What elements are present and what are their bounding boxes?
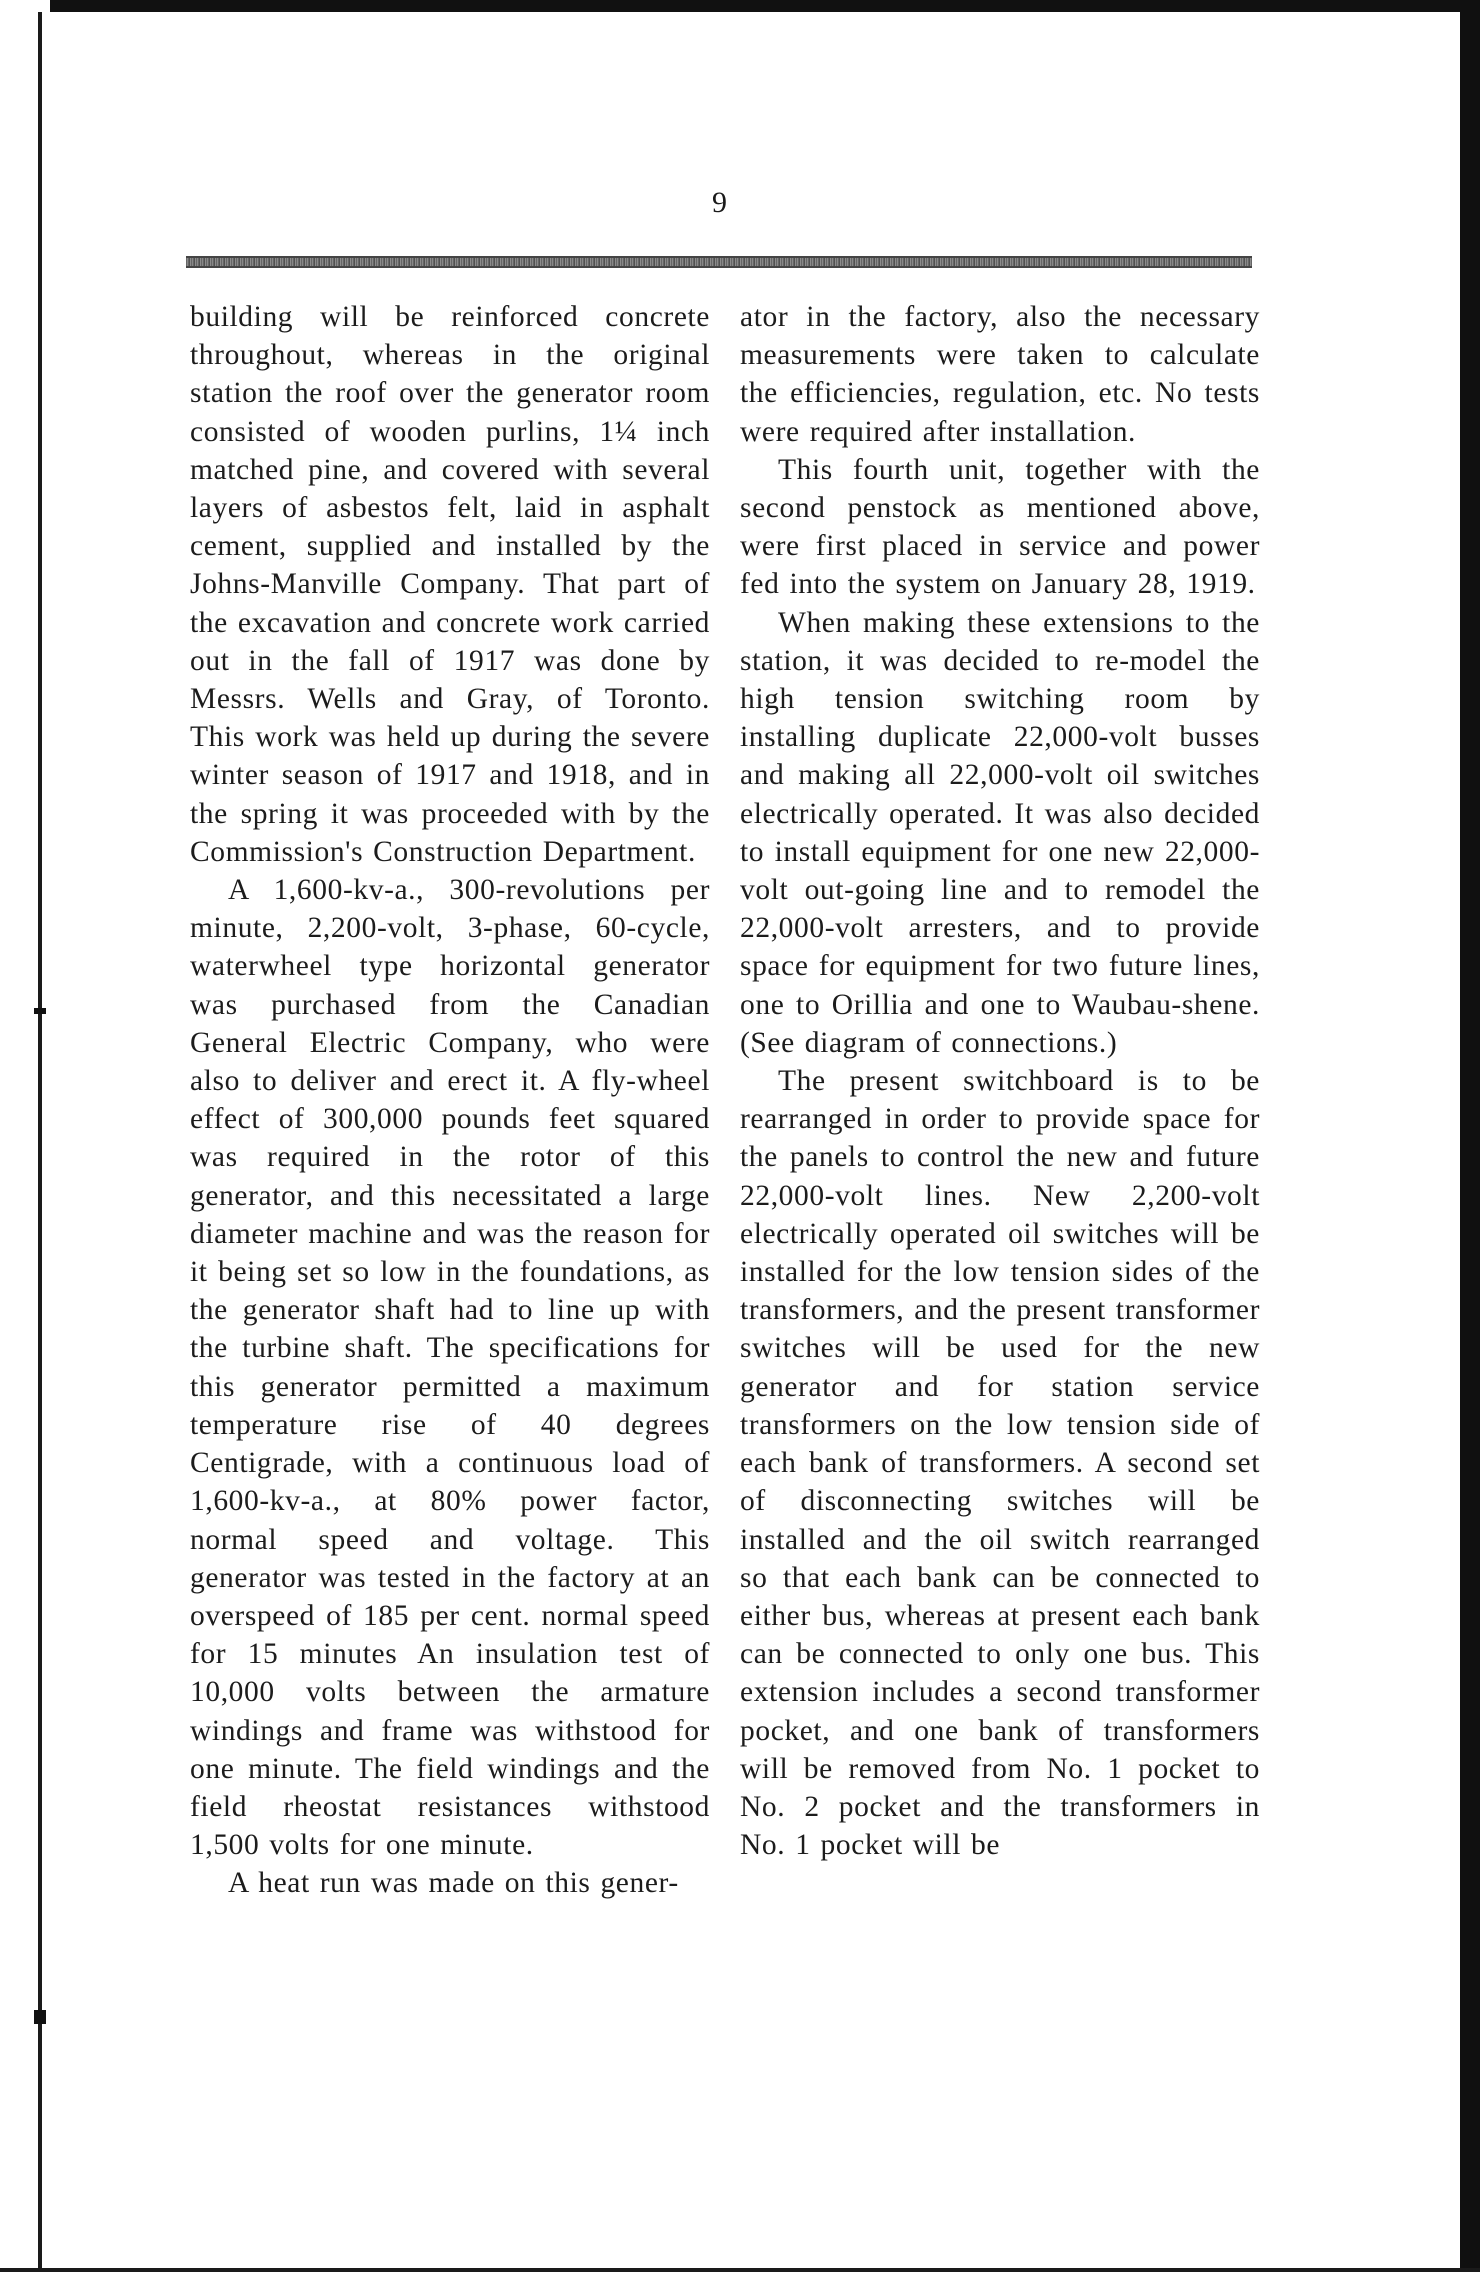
scan-border-bottom <box>0 2268 1480 2272</box>
paragraph: A heat run was made on this gener- <box>228 1867 679 1900</box>
left-text-column <box>190 298 710 1903</box>
paragraph: A 1,600-kv-a., 300-revolutions per minute, 2,200-volt, 3-phase, 60-cycle, waterwheel type horizontal generator was purchased from the Canadian General Electric Company, who were also to deliver and erect it. A fly-wheel effect of 300,000 pounds feet squared was required in the rotor of this generator, and this necessitated a large diameter machine and was the reason for it being set so low in the foundations, as the generator shaft had to line up with the turbine shaft. The specifications for this generator permitted a maximum temperature rise of 40 degrees Centigrade, with a continuous load of 1,600-kv-a., at 80% power factor, normal speed and voltage. This generator was tested in the factory at an overspeed of 185 per cent. normal speed for 15 minutes An insulation test of 10,000 volts between the armature windings and frame was withstood for one minute. The field windings and the field rheostat resistances withstood 1,500 volts for one minute. <box>190 874 710 1862</box>
paragraph: ator in the factory, also the necessary measurements were taken to calculate the efficiencies, regulation, etc. No tests were required after installation. <box>740 301 1260 448</box>
edge-mark <box>34 2010 46 2024</box>
page-left-edge <box>38 12 42 2272</box>
header-rule <box>186 256 1252 268</box>
paragraph: This fourth unit, together with the second penstock as mentioned above, were first placed in service and power fed into the system on January 28, 1919. <box>740 453 1260 601</box>
right-text-column <box>740 298 1260 1864</box>
edge-mark <box>34 1008 46 1014</box>
paragraph: The present switchboard is to be rearranged in order to provide space for the panels to control the new and future 22,000-volt lines. New 2,200-volt electrically operated oil switches will be installed for the low tension sides of the transformers, and the present transformer switches will be used for the new generator and for station service transformers on the low tension side of each bank of transformers. A second set of disconnecting switches will be installed and the oil switch rearranged so that each bank can be connected to either bus, whereas at present each bank can be connected to only one bus. This extension includes a second transformer pocket, and one bank of transformers will be removed from No. 1 pocket to No. 2 pocket and the transformers in No. 1 pocket will be <box>740 1065 1260 1862</box>
scan-border-left <box>0 0 50 2272</box>
paragraph: building will be reinforced concrete throughout, whereas in the original station the roof over the generator room consisted of wooden purlins, 1¼ inch matched pine, and covered with several layers of asbestos felt, laid in asphalt cement, supplied and installed by the Johns-Manville Company. That part of the excavation and concrete work carried out in the fall of 1917 was done by Messrs. Wells and Gray, of Toronto. This work was held up during the severe winter season of 1917 and 1918, and in the spring it was proceeded with by the Commission's Construction Department. <box>190 301 710 868</box>
scan-border-top <box>0 0 1480 12</box>
page-number: 9 <box>712 186 728 219</box>
paragraph: When making these extensions to the station, it was decided to re-model the high tension switching room by installing duplicate 22,000-volt busses and making all 22,000-volt oil switches electrically operated. It was also decided to install equipment for one new 22,000-volt out-going line and to remodel the 22,000-volt arresters, and to provide space for equipment for two future lines, one to Orillia and one to Waubau-shene. (See diagram of connections.) <box>740 606 1260 1059</box>
scan-border-right <box>1460 0 1480 2272</box>
